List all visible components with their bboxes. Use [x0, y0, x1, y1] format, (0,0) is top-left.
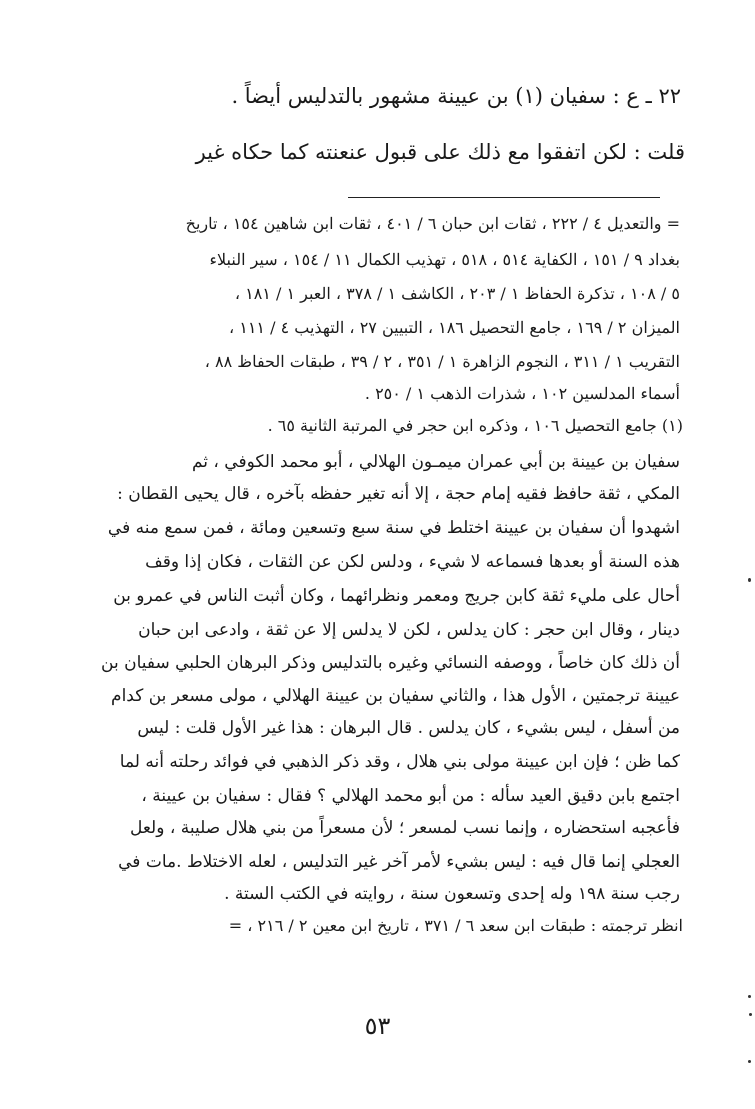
footnote-1-line: المكي ، ثقة حافظ فقيه إمام حجة ، إلا أنه تغير حفظه بآخره ، قال يحيى القطان :	[117, 484, 680, 504]
footnote-line: التقريب ١ / ٣١١ ، النجوم الزاهرة ١ / ٣٥١ ، ٢ / ٣٩ ، طبقات الحفاظ ٨٨ ،	[204, 352, 680, 371]
footnote-1-heading: (١) جامع التحصيل ١٠٦ ، وذكره ابن حجر في المرتبة الثانية ٦٥ .	[267, 416, 683, 435]
footnote-1-line: اشهدوا أن سفيان بن عيينة اختلط في سنة سبع وتسعين ومائة ، فمن سمع منه في	[107, 518, 680, 538]
footnote-line: بغداد ٩ / ١٥١ ، الكفاية ٥١٤ ، ٥١٨ ، تهذيب الكمال ١١ / ١٥٤ ، سير النبلاء	[209, 250, 680, 269]
footnote-1-line: من أسفل ، ليس بشيء ، كان يدلس . قال البرهان : هذا غير الأول قلت : ليس	[137, 718, 680, 738]
footnote-1-line: هذه السنة أو بعدها فسماعه لا شيء ، ودلس لكن عن الثقات ، فكان إذا وقف	[145, 552, 680, 572]
footnote-1-line: كما ظن ؛ فإن ابن عيينة مولى بني هلال ، وقد ذكر الذهبي في فوائد رحلته أنه لما	[119, 752, 680, 772]
scan-speck	[748, 995, 751, 998]
scan-speck	[748, 578, 751, 582]
footnote-1-line: رجب سنة ١٩٨ وله إحدى وتسعون سنة ، روايته في الكتب الستة .	[224, 884, 680, 904]
footnote-1-sources: انظر ترجمته : طبقات ابن سعد ٦ / ٣٧١ ، تاريخ ابن معين ٢ / ٢١٦ ، =	[228, 916, 683, 935]
footnote-1-line: عيينة ترجمتين ، الأول هذا ، والثاني سفيان بن عيينة الهلالي ، مولى مسعر بن كدام	[111, 686, 680, 706]
footnote-line: ٥ / ١٠٨ ، تذكرة الحفاظ ١ / ٢٠٣ ، الكاشف ١ / ٣٧٨ ، العبر ١ / ١٨١ ،	[234, 284, 680, 303]
entry-heading: ٢٢ ـ ع : سفيان (١) بن عيينة مشهور بالتدليس أيضاً .	[231, 84, 681, 108]
footnote-1-line: دينار ، وقال ابن حجر : كان يدلس ، لكن لا يدلس إلا عن ثقة ، وادعى ابن حبان	[138, 620, 680, 640]
page-number: ٥٣	[364, 1012, 391, 1040]
scan-speck	[749, 1013, 752, 1016]
footnote-line: أسماء المدلسين ١٠٢ ، شذرات الذهب ١ / ٢٥٠ .	[364, 384, 680, 403]
footnote-1-line: فأعجبه استحضاره ، وإنما نسب لمسعر ؛ لأن مسعراً من بني هلال صليبة ، ولعل	[129, 818, 680, 838]
footnote-1-line: أن ذلك كان خاصاً ، ووصفه النسائي وغيره بالتدليس وذكر البرهان الحلبي سفيان بن	[101, 653, 680, 673]
footnote-line: الميزان ٢ / ١٦٩ ، جامع التحصيل ١٨٦ ، التبيين ٢٧ ، التهذيب ٤ / ١١١ ،	[228, 318, 680, 337]
footnote-1-line: سفيان بن عيينة بن أبي عمران ميمـون الهلالي ، أبو محمد الكوفي ، ثم	[191, 452, 680, 472]
footnote-1-line: أحال على مليء ثقة كابن جريج ومعمر ونظرائهما ، وكان أثبت الناس في عمرو بن	[113, 586, 680, 606]
entry-text-line: قلت : لكن اتفقوا مع ذلك على قبول عنعنته كما حكاه غير	[195, 140, 685, 164]
footnote-1-line: اجتمع بابن دقيق العيد سأله : من أبو محمد الهلالي ؟ فقال : سفيان بن عيينة ،	[141, 786, 680, 806]
footnote-separator	[348, 197, 660, 198]
footnote-line: = والتعديل ٤ / ٢٢٢ ، ثقات ابن حبان ٦ / ٤٠١ ، ثقات ابن شاهين ١٥٤ ، تاريخ	[185, 214, 680, 233]
scan-speck	[748, 1060, 751, 1063]
footnote-1-line: العجلي إنما قال فيه : ليس بشيء لأمر آخر غير التدليس ، لعله الاختلاط .مات في	[118, 852, 680, 872]
